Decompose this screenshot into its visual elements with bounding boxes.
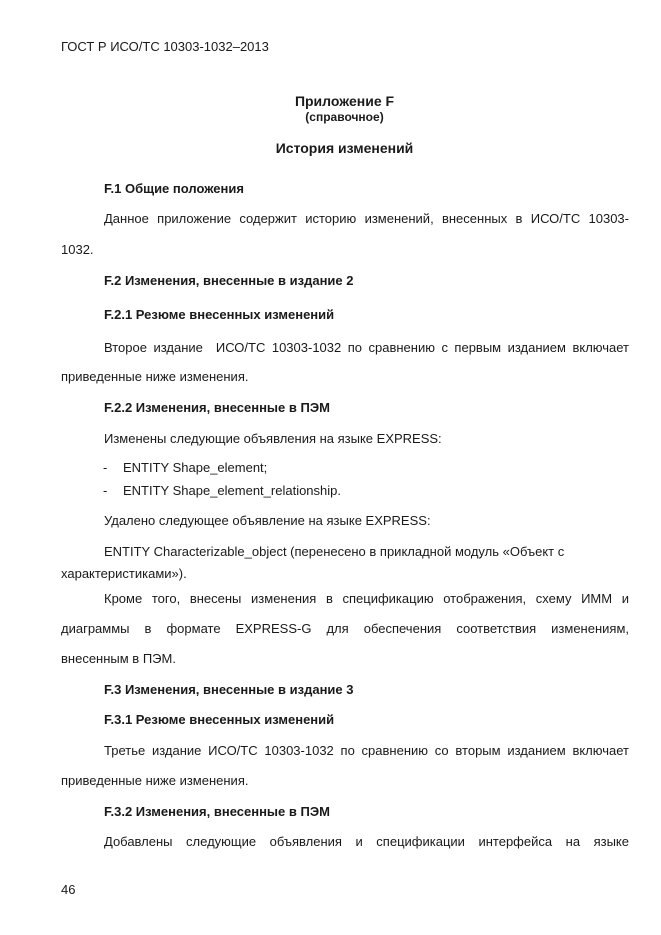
page-number: 46 [61, 882, 76, 897]
paragraph-f3-2-line1: Добавлены следующие объявления и спецификации интерфейса на языке [104, 834, 629, 849]
list-item-bullet: - [103, 460, 108, 475]
list-item: ENTITY Shape_element_relationship. [123, 483, 341, 498]
subsection-heading-f2-2: F.2.2 Изменения, внесенные в ПЭМ [104, 400, 330, 415]
paragraph-extra-line2: диаграммы в формате EXPRESS-G для обеспечения соответствия изменениям, [61, 621, 629, 636]
appendix-title: Приложение F [294, 93, 395, 109]
section-heading-f2: F.2 Изменения, внесенные в издание 2 [104, 273, 354, 288]
paragraph-f1-line2: 1032. [61, 242, 94, 257]
appendix-heading: История изменений [275, 140, 414, 156]
removed-declaration-line2: характеристиками»). [61, 566, 187, 581]
document-code: ГОСТ Р ИСО/ТС 10303-1032–2013 [61, 39, 269, 54]
subsection-heading-f3-1: F.3.1 Резюме внесенных изменений [104, 712, 335, 727]
paragraph-f1-line1: Данное приложение содержит историю изменений, внесенных в ИСО/ТС 10303- [104, 211, 629, 226]
paragraph-f2-1-line2: приведенные ниже изменения. [61, 369, 249, 384]
paragraph-f2-1-line1: Второе издание ИСО/ТС 10303-1032 по сравнению с первым изданием включает [104, 340, 629, 355]
section-heading-f1: F.1 Общие положения [104, 181, 244, 196]
list-item-bullet: - [103, 483, 108, 498]
list-item: ENTITY Shape_element; [123, 460, 268, 475]
removed-declaration-line1: ENTITY Characterizable_object (перенесено в прикладной модуль «Объект с [104, 544, 565, 559]
subsection-heading-f2-1: F.2.1 Резюме внесенных изменений [104, 307, 335, 322]
paragraph-f3-1-line1: Третье издание ИСО/ТС 10303-1032 по сравнению со вторым изданием включает [104, 743, 629, 758]
subsection-heading-f3-2: F.3.2 Изменения, внесенные в ПЭМ [104, 804, 330, 819]
paragraph-extra-line3: внесенным в ПЭМ. [61, 651, 176, 666]
appendix-subtitle: (справочное) [305, 110, 384, 124]
changed-declarations-intro: Изменены следующие объявления на языке EXPRESS: [104, 431, 442, 446]
paragraph-f3-1-line2: приведенные ниже изменения. [61, 773, 249, 788]
paragraph-extra-line1: Кроме того, внесены изменения в спецификацию отображения, схему ИММ и [104, 591, 629, 606]
section-heading-f3: F.3 Изменения, внесенные в издание 3 [104, 682, 354, 697]
removed-declaration-intro: Удалено следующее объявление на языке EXPRESS: [104, 513, 431, 528]
